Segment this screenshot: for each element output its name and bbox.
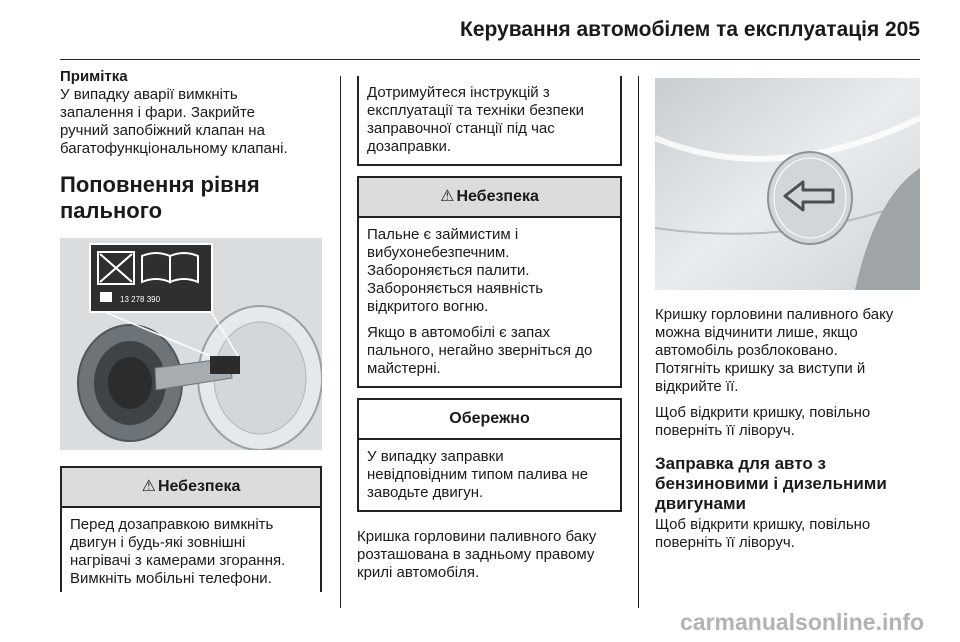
danger-box-2: [357, 176, 622, 388]
intro-box-body: [359, 76, 620, 164]
danger-box-1-title: Небезпека: [157, 478, 241, 495]
section-title: Поповнення рівня пального: [60, 172, 260, 223]
column-1: [60, 66, 322, 592]
danger-box-1-text: Перед дозаправкою вимкніть двигун і будь-які зовнішні нагрівачі з камерами згорання. Вимкніть мобільні телефони.: [70, 516, 286, 587]
header-rule: [60, 59, 920, 60]
danger-box-2-text-2: Якщо в автомобілі є запах пального, негайно зверніться до майстерні.: [367, 324, 593, 377]
fuel-cap-photo: [60, 238, 322, 450]
danger-box-1: [60, 466, 322, 592]
intro-text: Дотримуйтеся інструкцій з експлуатації та техніки безпеки заправочної станції під час дозаправки.: [367, 84, 584, 155]
column-3: [655, 70, 920, 552]
danger-box-1-header: [62, 468, 320, 508]
subsection-title: Заправка для авто з бензиновими і дизельними двигунами: [655, 454, 887, 513]
open-cap-text: Кришку горловини паливного баку можна відчинити лише, якщо автомобіль розблоковано. Потягніть кришку за виступи й відкрийте її.: [655, 306, 894, 395]
page-number: 205: [884, 18, 920, 41]
photo-label: 13 278 390: [120, 295, 161, 304]
page-header-title: Керування автомобілем та експлуатація: [460, 18, 880, 41]
caution-box-header: [359, 400, 620, 440]
watermark: carmanualsonline.info: [680, 609, 925, 635]
intro-box: [357, 76, 622, 166]
danger-box-2-body: [359, 218, 620, 386]
danger-box-2-header: [359, 178, 620, 218]
caution-box-text: У випадку заправки невідповідним типом палива не заводьте двигун.: [367, 448, 589, 501]
note-text: У випадку аварії вимкніть запалення і фари. Закрийте ручний запобіжний клапан на багатофункціональному клапані.: [60, 86, 288, 157]
danger-box-2-text-1: Пальне є займистим і вибухонебезпечним. Забороняється палити. Забороняється наявність відкритого вогню.: [367, 226, 544, 315]
column-divider-2: [638, 76, 639, 608]
note-label: Примітка: [60, 68, 128, 85]
caution-box-body: [359, 440, 620, 510]
fuel-door-photo: [655, 78, 920, 290]
danger-box-1-body: [62, 508, 320, 592]
warning-triangle-icon-2: ⚠: [440, 188, 455, 205]
fuel-door-illustration: [655, 78, 920, 290]
danger-box-2-title: Небезпека: [456, 188, 539, 205]
caution-box-title: Обережно: [449, 410, 530, 427]
location-text: Кришка горловини паливного баку розташована в задньому правому крилі автомобіля.: [357, 528, 597, 581]
column-2: [357, 76, 622, 582]
warning-triangle-icon: ⚠: [141, 478, 156, 495]
fuel-cap-illustration: [60, 238, 322, 450]
rotate-cap-text: Щоб відкрити кришку, повільно поверніть її ліворуч.: [655, 404, 871, 439]
column-divider-1: [340, 76, 341, 608]
rotate-cap-text-2: Щоб відкрити кришку, повільно поверніть її ліворуч.: [655, 516, 871, 551]
caution-box: [357, 398, 622, 512]
